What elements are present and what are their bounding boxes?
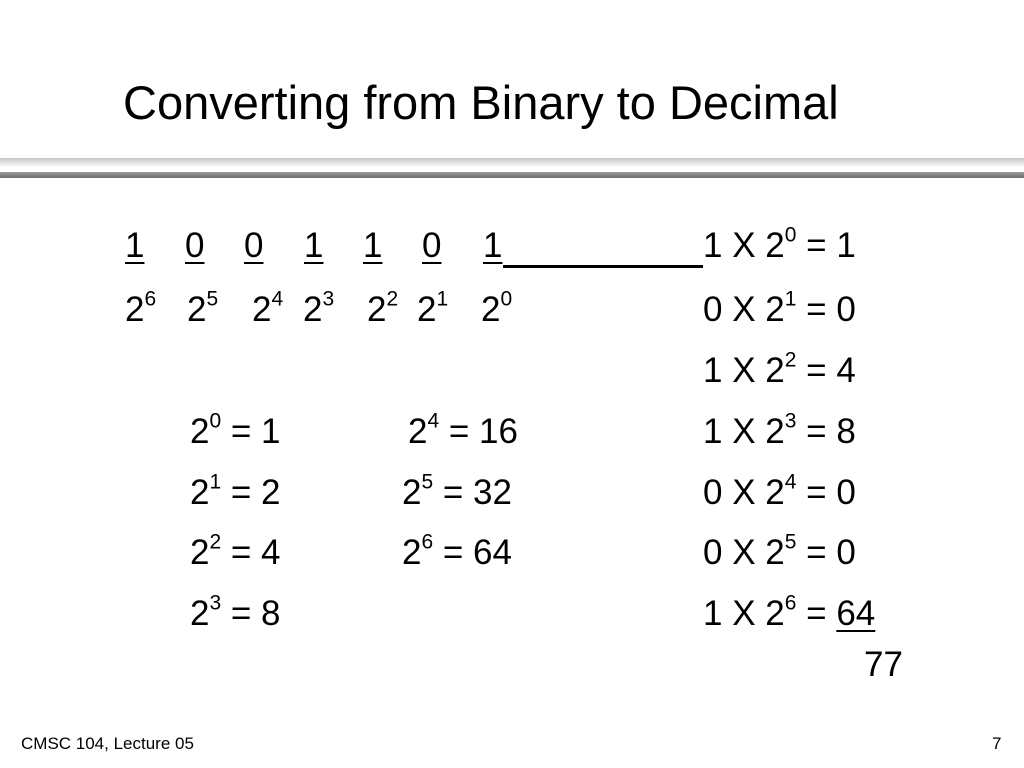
power-equation: $2^3 = 8$ [190,591,281,633]
binary-digit: 0 [185,226,205,265]
power-equation: $2^4 = 16$ [408,409,518,451]
product-equation: 0 X $2^4 = 0$ [703,470,856,512]
sum-total: 77 [864,645,903,684]
product-equation: 1 X $2^0 = 1$ [703,223,856,265]
binary-digit: 0 [422,226,442,265]
product-equation: 1 X $2^2 = 4$ [703,348,856,390]
power-equation: $2^1 = 2$ [190,470,281,512]
slide-title: Converting from Binary to Decimal [123,76,839,129]
power-equation: $2^6 = 64$ [402,530,512,572]
power-label: $2^4$ [252,287,284,329]
binary-digit: 1 [363,226,383,265]
footer-course-label: CMSC 104, Lecture 05 [21,734,194,753]
binary-digit: 0 [244,226,264,265]
title-rule-dark [0,172,1024,178]
power-equation: $2^0 = 1$ [190,409,281,451]
power-equation: $2^5 = 32$ [402,470,512,512]
binary-digit: 1 [125,226,145,265]
power-label: $2^3$ [303,287,335,329]
binary-digit: 1 [483,226,503,265]
product-equation: 1 X $2^6 = 64$ [703,591,876,633]
power-label: $2^0$ [481,287,513,329]
page-number: 7 [992,734,1002,753]
power-label: $2^2$ [367,287,399,329]
title-rule-light [0,158,1024,166]
power-label: $2^1$ [417,287,449,329]
product-equation: 0 X $2^5 = 0$ [703,530,856,572]
digit-underline-extension [503,265,703,268]
power-label: $2^5$ [187,287,219,329]
product-equation: 1 X $2^3 = 8$ [703,409,856,451]
power-label: $2^6$ [125,287,157,329]
power-equation: $2^2 = 4$ [190,530,281,572]
binary-digit: 1 [304,226,324,265]
product-equation: 0 X $2^1 = 0$ [703,287,856,329]
